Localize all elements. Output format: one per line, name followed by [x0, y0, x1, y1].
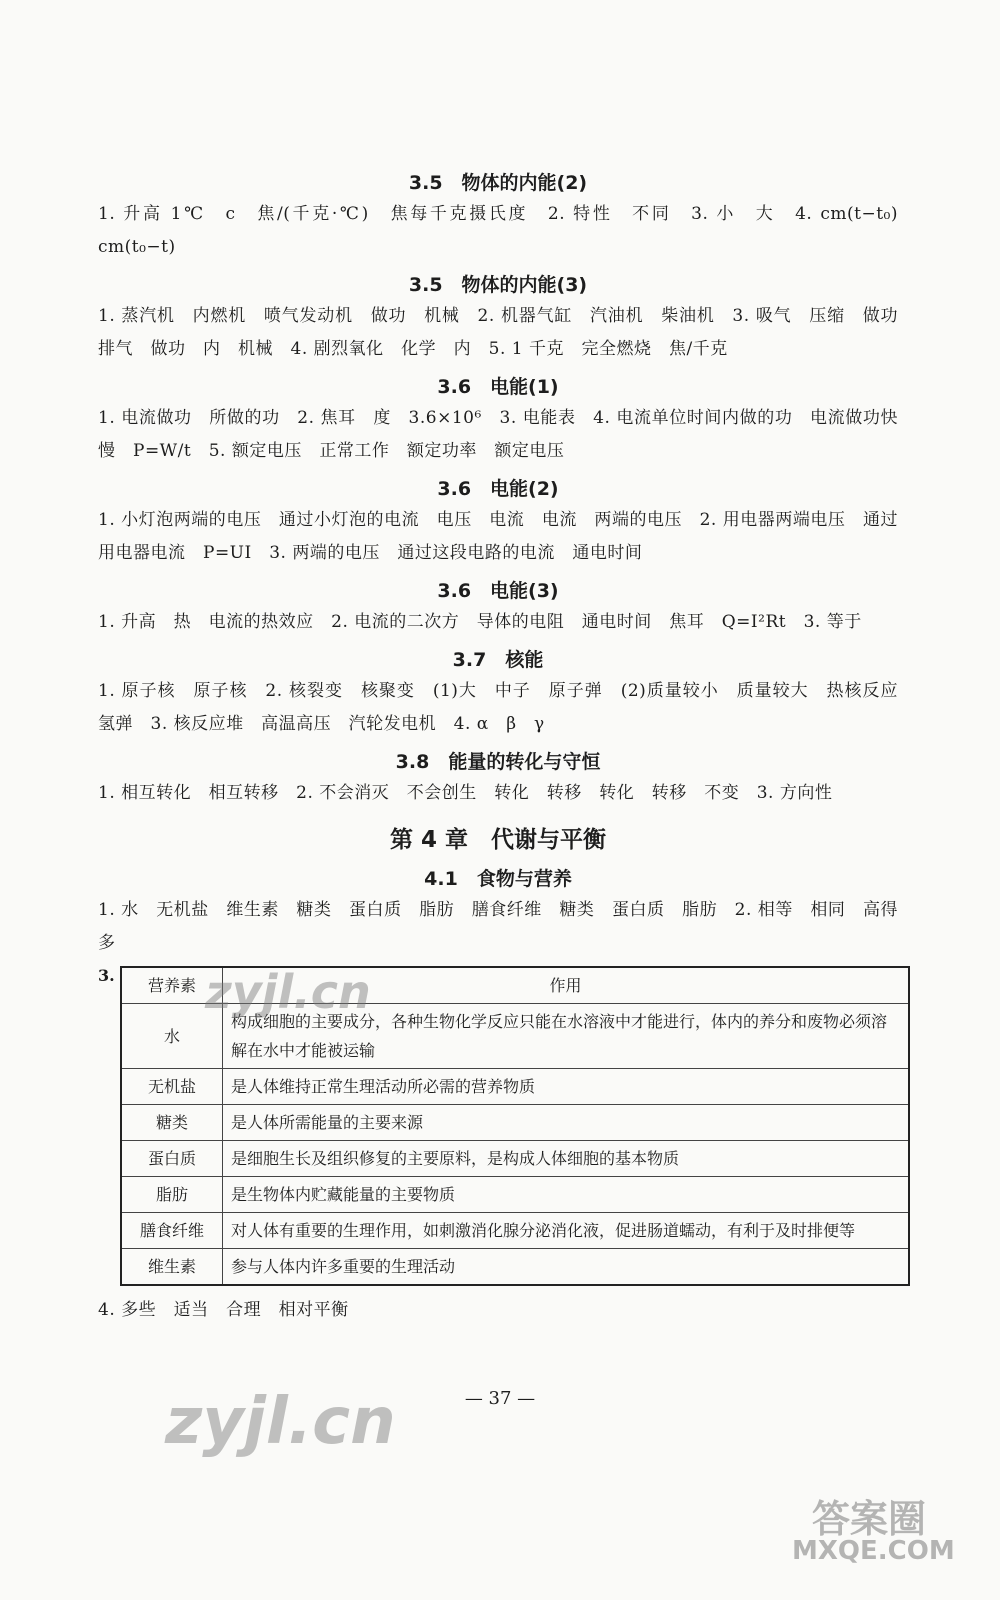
answer-text: 1. 小灯泡两端的电压 通过小灯泡的电流 电压 电流 电流 两端的电压 2. 用电器两端电压 通过用电器电流 P=UI 3. 两端的电压 通过这段电路的电流 通电时间 [98, 510, 898, 563]
watermark-logo: 答案圈 [812, 1497, 927, 1541]
section-4-1 [98, 864, 898, 1327]
table-row [121, 1141, 909, 1177]
question-number: 3. [98, 966, 115, 985]
answer-text: 1. 蒸汽机 内燃机 喷气发动机 做功 机械 2. 机器气缸 汽油机 柴油机 3. 吸气 压缩 做功 排气 做功 内 机械 4. 剧烈氧化 化学 内 5. 1 千克 完全燃烧 焦/千克 [98, 306, 916, 359]
watermark: zyjl.cn [165, 1385, 396, 1459]
answer-text: 1. 升高 1℃ c 焦/(千克·℃) 焦每千克摄氏度 2. 特性 不同 3. 小 大 4. cm(t−t₀) cm(t₀−t) [98, 204, 916, 257]
section-title: 3.6 电能(2) [437, 478, 559, 500]
section-3-5-3 [98, 270, 916, 366]
function-cell: 是人体维持正常生理活动所必需的营养物质 [223, 1069, 910, 1105]
function-cell: 对人体有重要的生理作用，如刺激消化腺分泌消化液，促进肠道蠕动，有利于及时排便等 [223, 1213, 910, 1249]
section-title: 3.5 物体的内能(3) [408, 274, 588, 296]
chapter-title: 第 4 章 代谢与平衡 [389, 827, 607, 853]
function-cell: 是生物体内贮藏能量的主要物质 [223, 1177, 910, 1213]
answer-text: 1. 电流做功 所做的功 2. 焦耳 度 3.6×10⁶ 3. 电能表 4. 电流单位时间内做的功 电流做功快慢 P=W/t 5. 额定电压 正常工作 额定功率 额定电压 [98, 408, 898, 461]
nutrient-cell: 维生素 [121, 1249, 223, 1286]
section-title: 3.8 能量的转化与守恒 [395, 751, 601, 773]
answer-text: 1. 相互转化 相互转移 2. 不会消灭 不会创生 转化 转移 转化 转移 不变 3. 方向性 [98, 783, 833, 803]
section-title: 3.6 电能(3) [437, 580, 559, 602]
table-row [121, 1105, 909, 1141]
answer-text: 1. 水 无机盐 维生素 糖类 蛋白质 脂肪 膳食纤维 糖类 蛋白质 脂肪 2. 相等 相同 高得多 [98, 900, 898, 953]
table-row [121, 1069, 909, 1105]
nutrient-cell: 水 [121, 1004, 223, 1069]
table-row [121, 1213, 909, 1249]
answer-text: 1. 原子核 原子核 2. 核裂变 核聚变 (1)大 中子 原子弹 (2)质量较小 质量较大 热核反应 氢弹 3. 核反应堆 高温高压 汽轮发电机 4. α β γ [98, 681, 916, 734]
section-3-6-2 [98, 474, 898, 570]
function-cell: 参与人体内许多重要的生理活动 [223, 1249, 910, 1286]
nutrient-cell: 无机盐 [121, 1069, 223, 1105]
nutrient-cell: 蛋白质 [121, 1141, 223, 1177]
column-header-nutrient: 营养素 [121, 967, 223, 1004]
section-title: 3.7 核能 [452, 649, 544, 671]
nutrient-cell: 脂肪 [121, 1177, 223, 1213]
table-row [121, 1249, 909, 1286]
section-title: 4.1 食物与营养 [424, 868, 572, 890]
answer-text: 4. 多些 适当 合理 相对平衡 [98, 1300, 349, 1320]
nutrient-cell: 膳食纤维 [121, 1213, 223, 1249]
page-number: — 37 — [464, 1388, 536, 1409]
section-3-7 [98, 645, 916, 741]
section-3-8 [98, 747, 898, 810]
answer-page [98, 168, 916, 1333]
section-3-5-2 [98, 168, 916, 264]
table-row [121, 1177, 909, 1213]
answer-text: 1. 升高 热 电流的热效应 2. 电流的二次方 导体的电阻 通电时间 焦耳 Q=I²Rt 3. 等于 [98, 612, 862, 632]
section-title: 3.5 物体的内能(2) [408, 172, 588, 194]
function-cell: 构成细胞的主要成分，各种生物化学反应只能在水溶液中才能进行，体内的养分和废物必须溶解在水中才能被运输 [223, 1004, 910, 1069]
function-cell: 是人体所需能量的主要来源 [223, 1105, 910, 1141]
column-header-function: 作用 [223, 967, 910, 1004]
section-3-6-1 [98, 372, 898, 468]
section-3-6-3 [98, 576, 898, 639]
watermark: zyjl.cn [205, 965, 371, 1019]
function-cell: 是细胞生长及组织修复的主要原料，是构成人体细胞的基本物质 [223, 1141, 910, 1177]
section-title: 3.6 电能(1) [437, 376, 559, 398]
watermark-url: MXQE.COM [792, 1536, 955, 1566]
nutrient-cell: 糖类 [121, 1105, 223, 1141]
